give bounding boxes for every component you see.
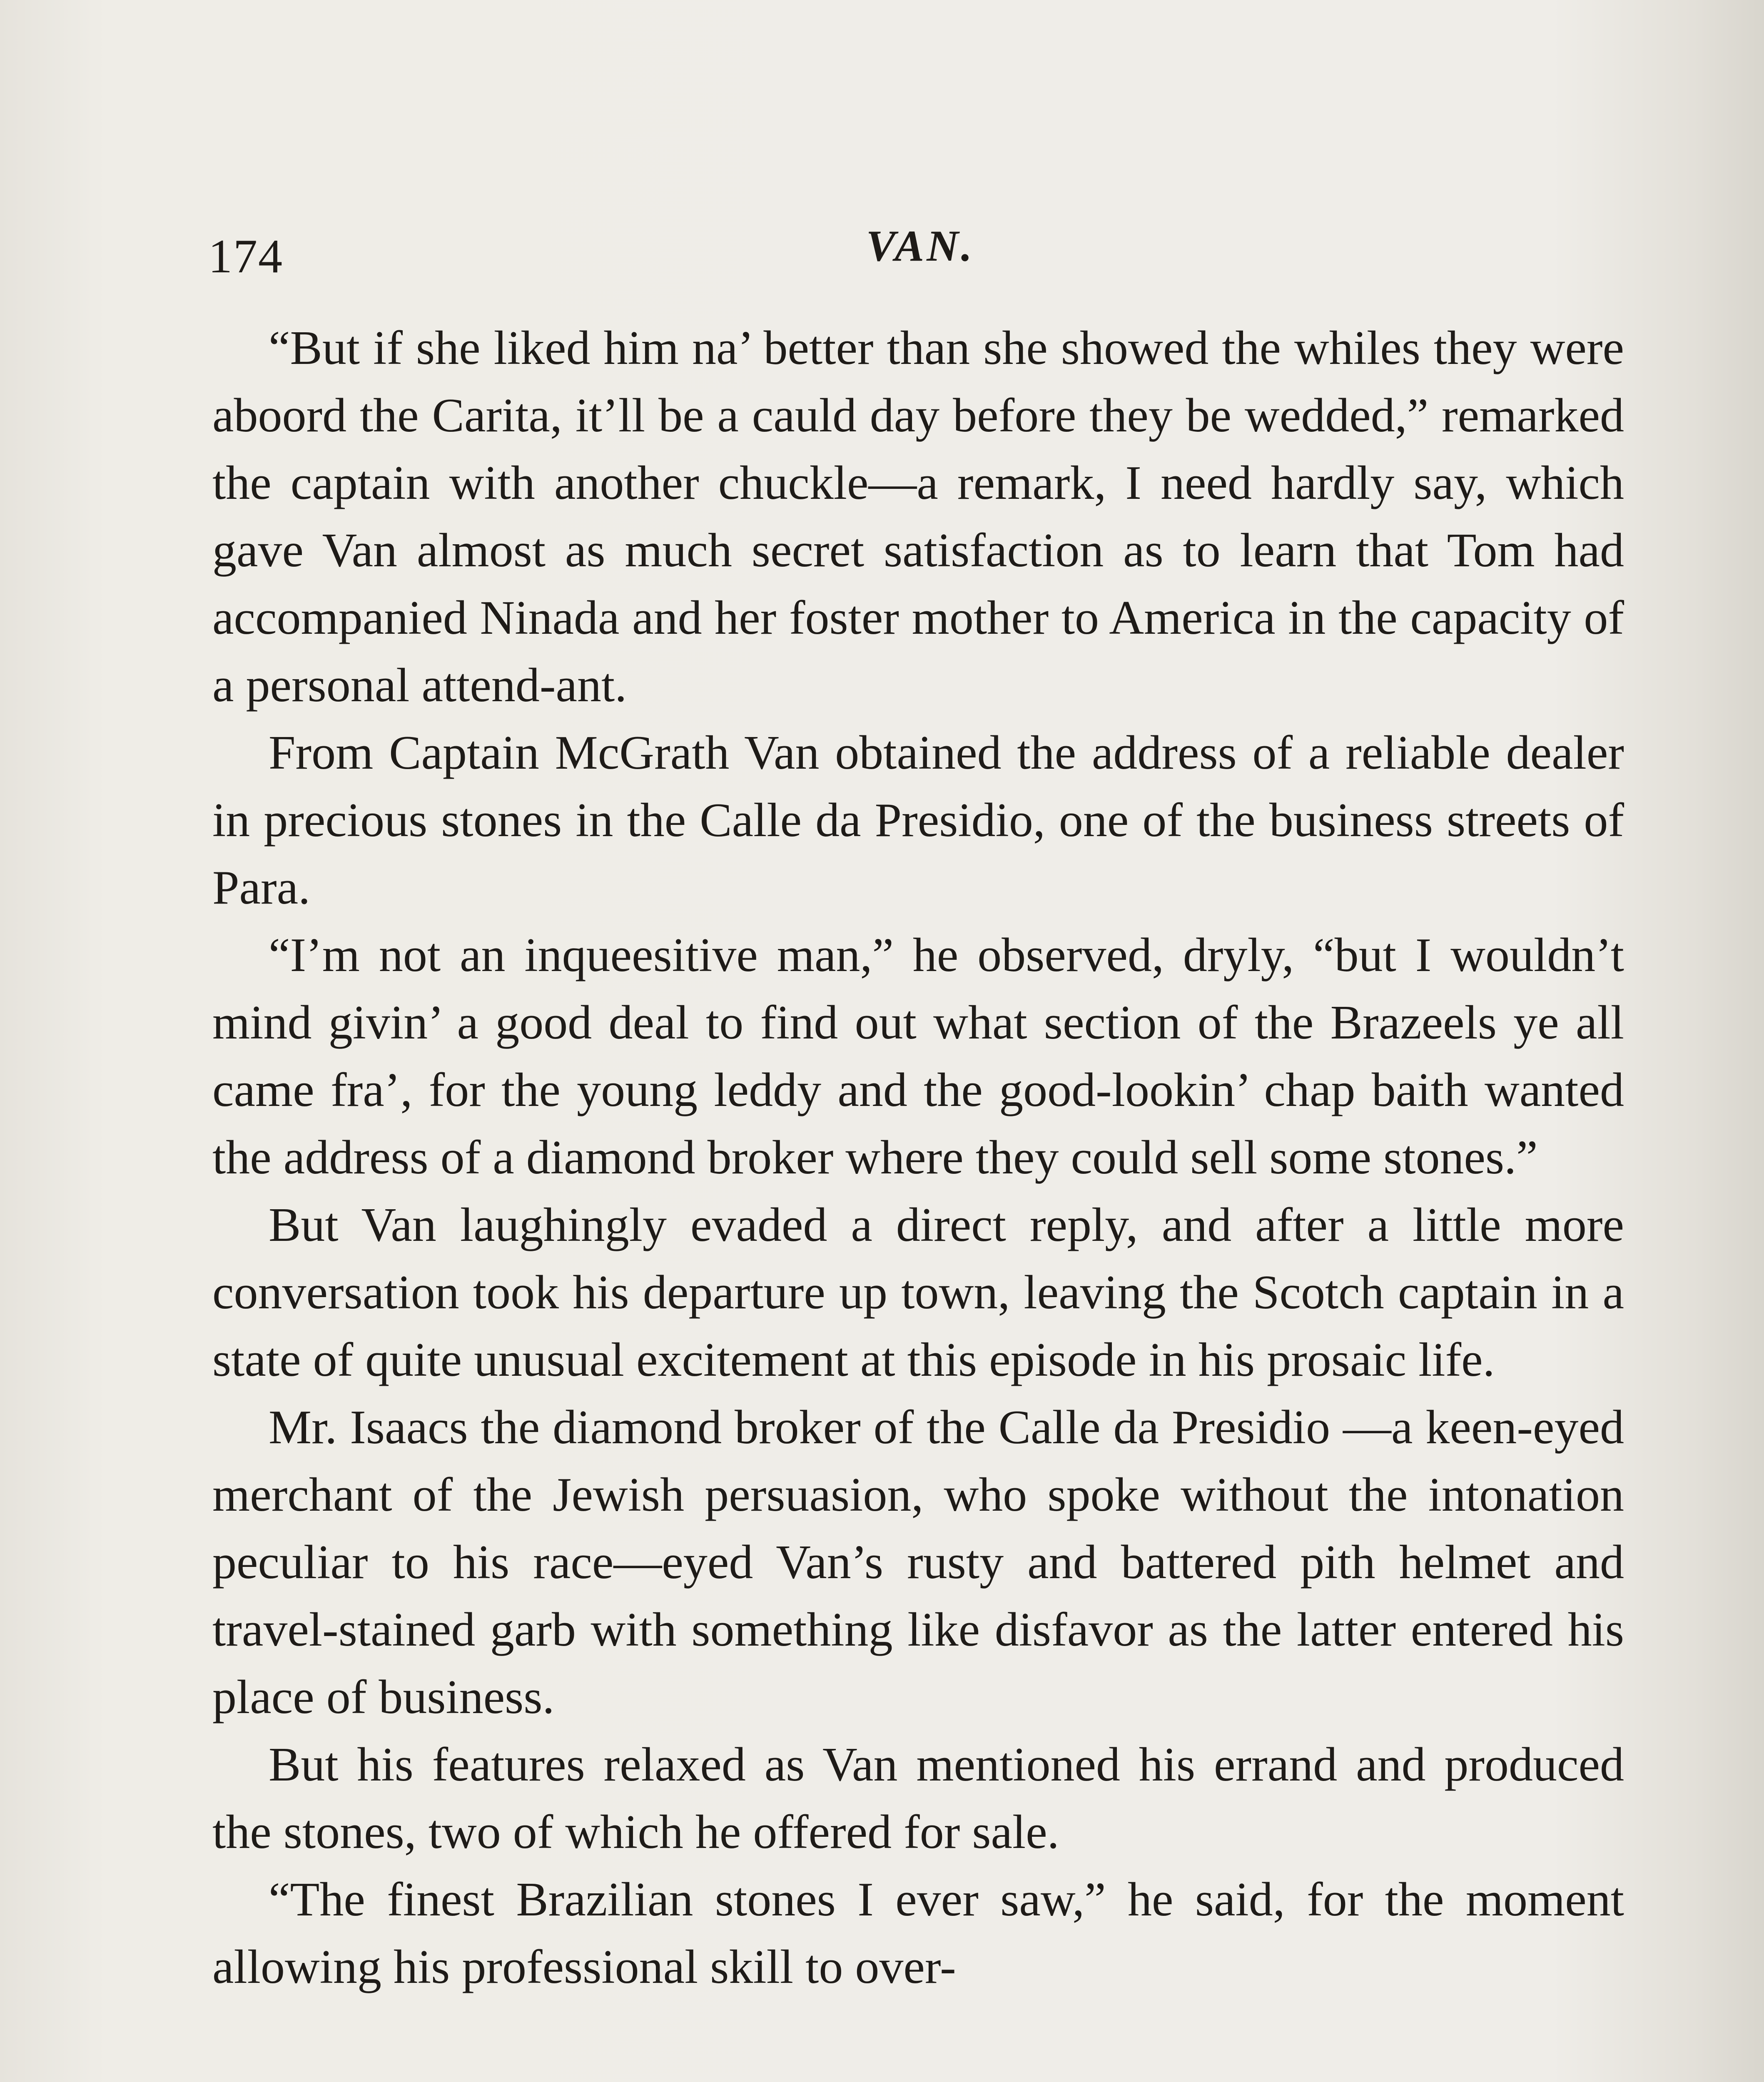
paragraph-3: “I’m not an inqueesitive man,” he observed, dryly, “but I wouldn’t mind givin’ a good deal to find out what section of the Brazeels ye all came fra’, for the young leddy and the good-lookin’ chap baith wanted the address of a diamond broker where they could sell some stones.” bbox=[212, 929, 1624, 1184]
body-text bbox=[212, 314, 1624, 2001]
paragraph-2: From Captain McGrath Van obtained the address of a reliable dealer in precious stones in the Calle da Presidio, one of the business streets of Para. bbox=[212, 726, 1624, 914]
paragraph-7: “The finest Brazilian stones I ever saw,” he said, for the moment allowing his professional skill to over- bbox=[212, 1873, 1624, 1994]
running-head: VAN. bbox=[866, 222, 975, 270]
paragraph-6: But his features relaxed as Van mentioned his errand and produced the stones, two of which he offered for sale. bbox=[212, 1738, 1624, 1859]
paragraph-4: But Van laughingly evaded a direct reply, and after a little more conversation took his departure up town, leaving the Scotch captain in a state of quite unusual excitement at this episode in his prosaic life. bbox=[212, 1198, 1624, 1387]
page-header bbox=[208, 221, 1632, 304]
page-number: 174 bbox=[208, 230, 283, 283]
paragraph-1: “But if she liked him na’ better than she showed the whiles they were aboord the Carita, it’ll be a cauld day before they be wedded,” remarked the captain with another chuckle—a remark, I need hardly say, which gave Van almost as much secret satisfaction as to learn that Tom had accompanied Ninada and her foster mother to America in the capacity of a personal attend-ant. bbox=[212, 321, 1624, 712]
paragraph-5: Mr. Isaacs the diamond broker of the Calle da Presidio —a keen-eyed merchant of the Jewish persuasion, who spoke without the intonation peculiar to his race—eyed Van’s rusty and battered pith helmet and travel-stained garb with something like disfavor as the latter entered his place of business. bbox=[212, 1401, 1624, 1724]
